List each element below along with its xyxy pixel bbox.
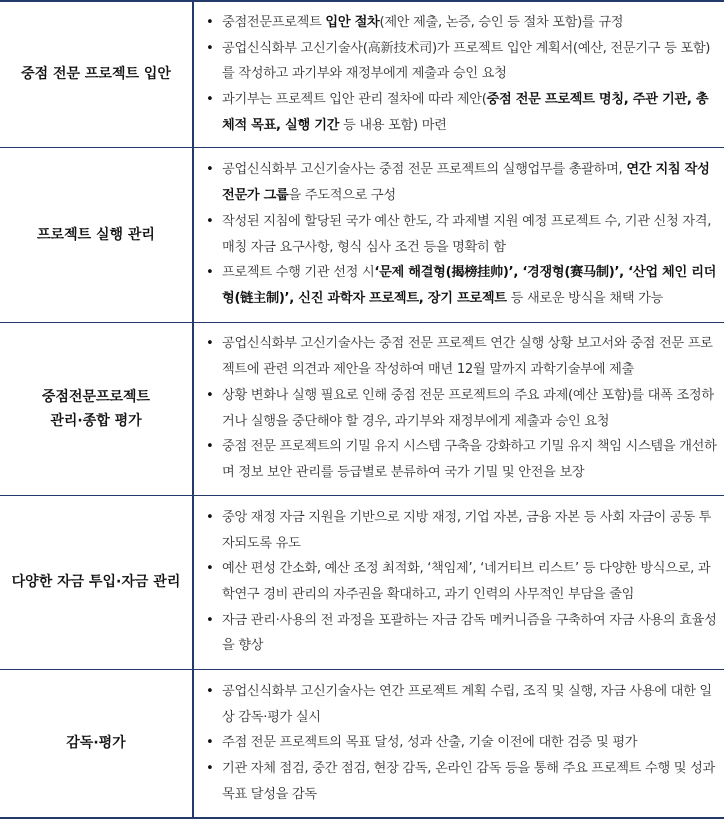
section-label: 프로젝트 실행 관리	[0, 147, 193, 322]
bullet-dot-icon: •	[206, 439, 214, 455]
bullet-item	[204, 434, 720, 485]
section-row-3	[0, 495, 724, 669]
bullet-list	[204, 505, 720, 659]
bullet-dot-icon: •	[206, 40, 214, 56]
bullet-item	[204, 608, 720, 659]
bullet-dot-icon: •	[206, 336, 214, 352]
section-body	[193, 669, 724, 818]
bullet-item	[204, 756, 720, 807]
bullet-dot-icon: •	[206, 213, 214, 229]
section-row-0	[0, 1, 724, 147]
bullet-item	[204, 10, 720, 36]
bullet-list	[204, 331, 720, 485]
bullet-dot-icon: •	[206, 612, 214, 628]
bold-text: 중점 전문 프로젝트 명칭, 주관 기관, 총체적 목표, 실행 기간	[222, 92, 709, 133]
section-row-2	[0, 322, 724, 495]
bullet-item	[204, 383, 720, 434]
bullet-item	[204, 87, 720, 138]
bullet-item	[204, 730, 720, 756]
section-row-4	[0, 669, 724, 818]
bullet-dot-icon: •	[206, 162, 214, 178]
text-run: 공업신식화부 고신기술사는 중점 전문 프로젝트의 실행업무를 총괄하며,	[222, 162, 627, 178]
bullet-list	[204, 157, 720, 311]
text-run: 예산 편성 간소화, 예산 조정 최적화, ‘책임제’, ‘네거티브 리스트’ 등 다양한 방식으로, 과학연구 경비 관리의 자주권을 확대하고, 과기 인력의 사무적인 부담을 줄임	[222, 561, 711, 602]
bullet-dot-icon: •	[206, 265, 214, 281]
text-run: 을 주도적으로 구성	[288, 188, 396, 204]
section-body	[193, 147, 724, 322]
text-run: 등 새로운 방식을 채택 가능	[506, 290, 664, 306]
bold-text: 입안 절차	[325, 14, 380, 30]
section-body	[193, 1, 724, 147]
bullet-item	[204, 157, 720, 208]
bullet-item	[204, 679, 720, 730]
text-run: 중점 전문 프로젝트의 기밀 유지 시스템 구축을 강화하고 기밀 유지 책임 시스템을 개선하며 정보 보안 관리를 등급별로 분류하여 국가 기밀 및 안전을 보장	[222, 439, 717, 480]
text-run: 중앙 재정 자금 지원을 기반으로 지방 재정, 기업 자본, 금융 자본 등 사회 자금이 공동 투자되도록 유도	[222, 509, 712, 551]
section-label: 중점 전문 프로젝트 입안	[0, 1, 193, 147]
bullet-dot-icon: •	[206, 761, 214, 777]
bullet-dot-icon: •	[206, 387, 214, 403]
bullet-list	[204, 10, 720, 139]
text-run: 중점전문프로젝트	[222, 14, 326, 30]
text-run: 기관 자체 점검, 중간 점검, 현장 감독, 온라인 감독 등을 통해 주요 프로젝트 수행 및 성과 목표 달성을 감독	[222, 761, 715, 802]
text-run: 공업신식화부 고신기술사(高新技术司)가 프로젝트 입안 계획서(예산, 전문기구 등 포함)를 작성하고 과기부와 재정부에게 제출과 승인 요청	[222, 40, 711, 82]
bullet-dot-icon: •	[206, 735, 214, 751]
bullet-dot-icon: •	[206, 509, 214, 525]
text-run: (제안 제출, 논증, 승인 등 절차 포함)를 규정	[379, 14, 624, 30]
text-run: 주점 전문 프로젝트의 목표 달성, 성과 산출, 기술 이전에 대한 검증 및 평가	[222, 735, 638, 751]
text-run: 상황 변화나 실행 필요로 인해 중점 전문 프로젝트의 주요 과제(예산 포함)를 대폭 조정하거나 실행을 중단해야 할 경우, 과기부와 재정부에게 제출과 승인 요청	[222, 387, 714, 429]
text-run: 등 내용 포함) 마련	[339, 117, 447, 133]
section-label: 중점전문프로젝트 관리·종합 평가	[0, 322, 193, 495]
bullet-item	[204, 36, 720, 87]
bullet-list	[204, 679, 720, 808]
text-run: 자금 관리·사용의 전 과정을 포괄하는 자금 감독 메커니즘을 구축하여 자금 사용의 효율성을 향상	[222, 612, 717, 654]
bullet-dot-icon: •	[206, 92, 214, 108]
text-run: 공업신식화부 고신기술사는 중점 전문 프로젝트 연간 실행 상황 보고서와 중점 전문 프로젝트에 관련 의견과 제안을 작성하여 매년 12월 말까지 과학기술부에 제출	[222, 336, 713, 378]
bold-text: ‘문제 해결형(揭榜挂帅)’, ‘경쟁형(赛马制)’, ‘산업 체인 리더형(链主制)’, 신진 과학자 프로젝트, 장기 프로젝트	[222, 265, 717, 306]
bullet-dot-icon: •	[206, 683, 214, 699]
text-run: 과기부는 프로젝트 입안 관리 절차에 따라 제안(	[222, 92, 487, 108]
section-row-1	[0, 147, 724, 322]
text-run: 프로젝트 수행 기관 선정 시	[222, 265, 375, 281]
text-run: 공업신식화부 고신기술사는 연간 프로젝트 계획 수립, 조직 및 실행, 자금 사용에 대한 일상 감독·평가 실시	[222, 683, 712, 725]
bullet-item	[204, 505, 720, 556]
bullet-dot-icon: •	[206, 561, 214, 577]
section-label: 감독·평가	[0, 669, 193, 818]
bullet-item	[204, 331, 720, 382]
bullet-item	[204, 209, 720, 260]
section-label: 다양한 자금 투입·자금 관리	[0, 495, 193, 669]
section-body	[193, 322, 724, 495]
process-table-body	[0, 1, 724, 818]
bullet-item	[204, 556, 720, 607]
bold-text: 연간 지침 작성 전문가 그룹	[222, 162, 710, 204]
bullet-item	[204, 260, 720, 311]
section-body	[193, 495, 724, 669]
text-run: 작성된 지침에 할당된 국가 예산 한도, 각 과제별 지원 예정 프로젝트 수, 기관 신청 자격, 매칭 자금 요구사항, 형식 심사 조건 등을 명확히 함	[222, 213, 712, 255]
bullet-dot-icon: •	[206, 14, 214, 30]
